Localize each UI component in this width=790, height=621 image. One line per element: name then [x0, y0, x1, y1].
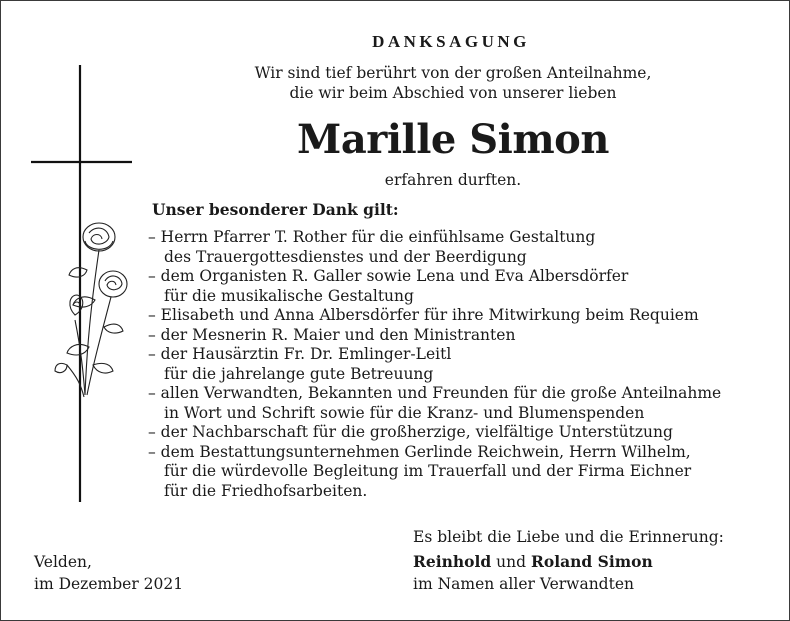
intro-text: [1, 63, 790, 103]
rose-bouquet-icon: [55, 223, 127, 397]
date: im Dezember 2021: [34, 575, 184, 593]
notice-title: DANKSAGUNG: [372, 32, 530, 51]
thanks-item: – dem Bestattungsunternehmen Gerlinde Reichwein, Herrn Wilhelm, für die würdevolle Begleitung im Trauerfall und der Firma Eichner für die Friedhofsarbeiten.: [148, 442, 692, 500]
thanks-item: – Herrn Pfarrer T. Rother für die einfühlsame Gestaltung des Trauergottesdienstes und der Beerdigung: [148, 228, 596, 266]
signer-name: Reinhold: [413, 552, 492, 571]
signers-names: [413, 551, 653, 573]
thanks-item: – allen Verwandten, Bekannten und Freunden für die große Anteilnahme in Wort und Schrift sowie für die Kranz- und Blumenspenden: [148, 384, 722, 422]
thanks-item: – Elisabeth und Anna Albersdörfer für ihre Mitwirkung beim Requiem: [148, 306, 699, 324]
signers-block: [413, 551, 653, 595]
thanks-item: – der Hausärztin Fr. Dr. Emlinger-Leitl für die jahrelange gute Betreuung: [148, 345, 452, 383]
thanks-item: – dem Organisten R. Galler sowie Lena und Eva Albersdörfer für die musikalische Gestaltung: [148, 267, 629, 305]
place: Velden,: [34, 553, 92, 571]
intro-closing: erfahren durften.: [384, 171, 522, 189]
thanks-item: – der Nachbarschaft für die großherzige, vielfältige Unterstützung: [148, 423, 673, 441]
deceased-name: Marille Simon: [297, 116, 609, 163]
place-date-block: [34, 551, 183, 595]
intro-line: Wir sind tief berührt von der großen Anteilnahme,: [254, 64, 652, 82]
signer-joiner: und: [491, 553, 531, 571]
thanks-heading: Unser besonderer Dank gilt:: [152, 200, 399, 219]
closing-line: Es bleibt die Liebe und die Erinnerung:: [413, 528, 724, 546]
signer-name: Roland Simon: [530, 552, 653, 571]
thanks-item: – der Mesnerin R. Maier und den Ministranten: [148, 325, 516, 344]
signers-note: im Namen aller Verwandten: [413, 575, 634, 593]
thanks-list: [148, 228, 778, 501]
intro-line: die wir beim Abschied von unserer lieben: [289, 84, 617, 102]
